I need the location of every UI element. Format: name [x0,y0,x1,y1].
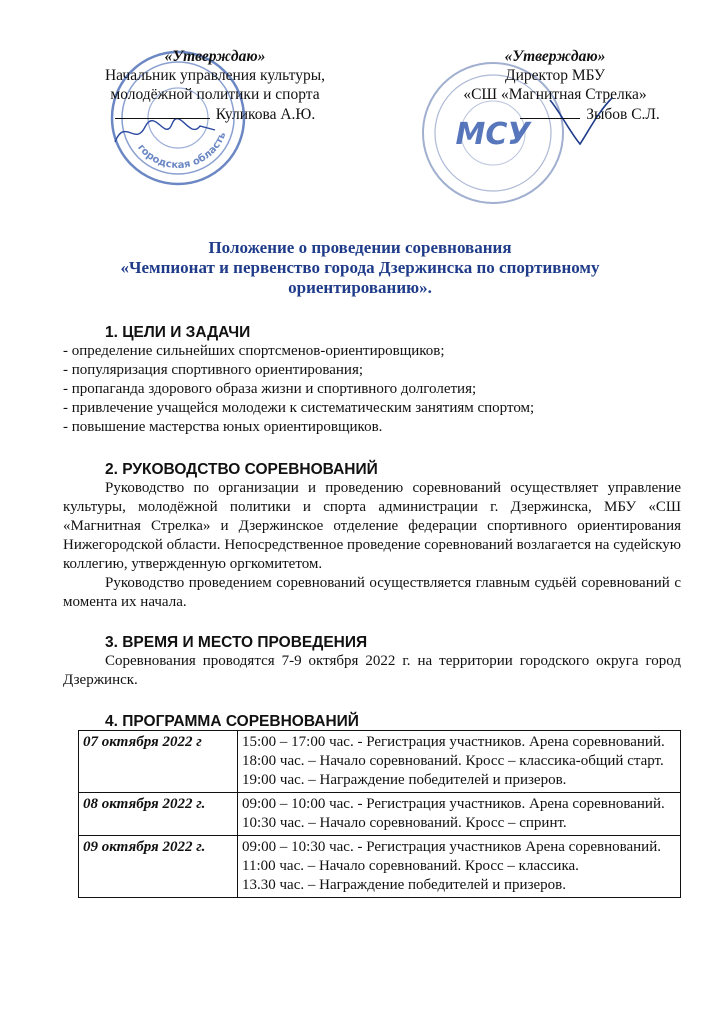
program-event: 09:00 – 10:00 час. - Регистрация участников. Арена соревнований. [242,796,665,812]
section-program [63,712,681,731]
paragraph: Руководство проведением соревнований осуществляется главным судьёй соревнований с момента их начала. [63,575,681,610]
list-item: - определение сильнейших спортсменов-ориентировщиков; [63,343,445,359]
approval-block-left [80,47,350,124]
program-event: 18:00 час. – Начало соревнований. Кросс – классика-общий старт. [242,753,664,769]
program-event: 13.30 час. – Награждение победителей и призеров. [242,877,566,893]
program-event: 15:00 – 17:00 час. - Регистрация участников. Арена соревнований. [242,734,665,750]
list-item: - привлечение учащейся молодежи к систематическим занятиям спортом; [63,400,535,416]
program-event: 09:00 – 10:30 час. - Регистрация участников Арена соревнований. [242,839,661,855]
table-row [79,793,681,836]
approval-left-signature-line [80,105,350,124]
program-events [238,836,681,898]
approval-left-heading: «Утверждаю» [164,48,266,65]
program-event: 11:00 час. – Начало соревнований. Кросс – классика. [242,858,579,874]
title-line-1: Положение о проведении соревнования [208,238,512,257]
approval-right-name: Зыбов С.Л. [586,106,660,123]
signature-underline [520,118,580,119]
program-event: 19:00 час. – Награждение победителей и призеров. [242,772,567,788]
list-item: - пропаганда здорового образа жизни и спортивного долголетия; [63,381,477,397]
section-4-heading: 4. ПРОГРАММА СОРЕВНОВАНИЙ [105,713,359,730]
section-goals [63,323,681,437]
stamp-logo: МСУ [455,117,531,152]
approval-right-line-2: «СШ «Магнитная Стрелка» [463,86,647,103]
approval-right-line-1: Директор МБУ [505,67,605,84]
stamp-left-text: городская область [135,130,229,172]
table-row [79,731,681,793]
document-title [80,238,640,298]
paragraph: Руководство по организации и проведению соревнований осуществляет управление культуры, молодёжной политики и спорта администрации г. Дзержинска, МБУ «СШ «Магнитная Стрелка» и Дзержинское отделение федерации спортивного ориентирования Нижегородской области. Непосредственное проведение соревнований возлагается на судейскую коллегию, утвержденную оргкомитетом. [63,480,681,572]
title-line-2: «Чемпионат и первенство города Дзержинска по спортивному [120,258,600,277]
program-table [78,730,681,898]
program-date: 09 октября 2022 г. [79,836,238,898]
approval-right-heading: «Утверждаю» [504,48,606,65]
approval-left-line-1: Начальник управления культуры, [104,67,325,84]
title-line-3: ориентированию». [288,278,432,297]
section-1-heading: 1. ЦЕЛИ И ЗАДАЧИ [105,324,251,341]
list-item: - популяризация спортивного ориентирования; [63,362,364,378]
approval-left-name: Куликова А.Ю. [215,106,316,123]
program-events [238,731,681,793]
section-time-place [63,633,681,690]
program-events [238,793,681,836]
paragraph: Соревнования проводятся 7-9 октября 2022 г. на территории городского округа город Дзержинск. [63,653,681,688]
program-date: 07 октября 2022 г [79,731,238,793]
list-item: - повышение мастерства юных ориентировщиков. [63,419,383,435]
approval-block-right [430,47,680,124]
approval-right-signature-line [430,105,680,124]
section-3-heading: 3. ВРЕМЯ И МЕСТО ПРОВЕДЕНИЯ [105,634,368,651]
section-management [63,460,681,612]
approval-left-line-2: молодёжной политики и спорта [110,86,320,103]
program-event: 10:30 час. – Начало соревнований. Кросс – спринт. [242,815,567,831]
signature-underline [115,118,210,119]
program-date: 08 октября 2022 г. [79,793,238,836]
table-row [79,836,681,898]
section-2-heading: 2. РУКОВОДСТВО СОРЕВНОВАНИЙ [105,461,378,478]
